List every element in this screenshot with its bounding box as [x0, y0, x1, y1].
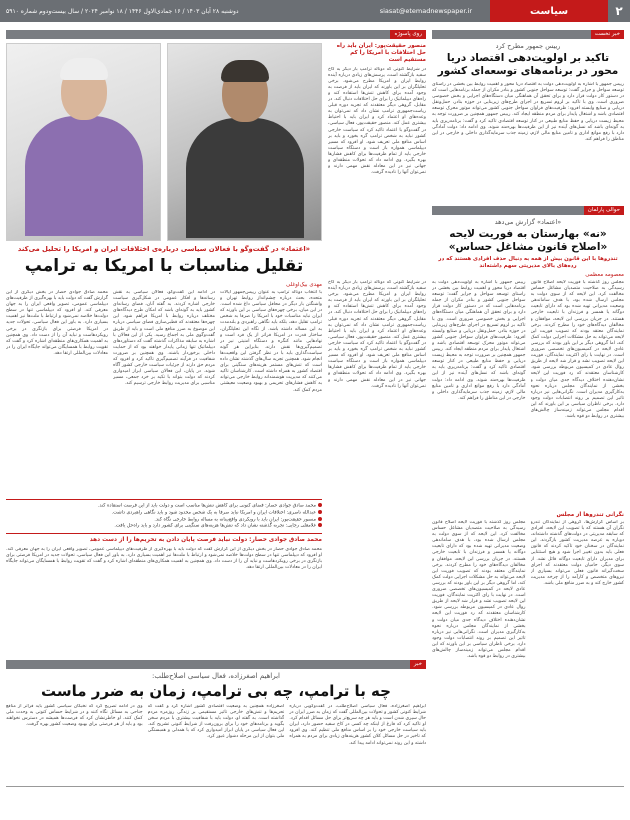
page-number: ۲ [615, 4, 623, 18]
side-article [328, 43, 426, 241]
photo-portrait-right [167, 43, 322, 241]
bullet-dot-icon [318, 510, 322, 514]
side-body: در شرایط کنونی که دونالد ترامپ بار دیگر به کاخ سفید بازگشته است، پرسش‌های زیادی درباره آینده روابط ایران و امریکا مطرح می‌شود. برخی تحلیلگران بر این باورند که ایران باید از فرصت به وجود آمده برای کاهش تنش‌ها استفاده کند و راه‌های دیپلماتیک را برای حل اختلافات دنبال کند. در مقابل، گروهی دیگر معتقدند که تجربه دوره قبلی ریاست‌جمهوری ترامپ نشان داد که نمی‌توان به وعده‌های او اعتماد کرد و ایران باید با احتیاط بیشتری عمل کند. منصور حقیقت‌پور، فعال سیاسی، در گفت‌وگو با اعتماد تاکید کرد که سیاست خارجی کشور نباید به شخص ترامپ گره بخورد و باید بر اساس منافع ملی تعریف شود. او افزود که مسیر دیپلماسی همواره باز است و دستگاه سیاست خارجی باید از تمام ظرفیت‌ها برای کاهش فشارها بهره بگیرد. وی ادامه داد که تحولات منطقه‌ای و جهانی نیز در این معادله نقش مهمی دارند و نمی‌توان آنها را نادیده گرفت. [328, 66, 426, 176]
pre-title: رییس جمهور مطرح کرد [495, 42, 561, 50]
bullet-dot-icon [318, 517, 322, 521]
side-body-continued: در شرایط کنونی که دونالد ترامپ بار دیگر به کاخ سفید بازگشته است، پرسش‌های زیادی درباره آینده روابط ایران و امریکا مطرح می‌شود. برخی تحلیلگران بر این باورند که ایران باید از فرصت به وجود آمده برای کاهش تنش‌ها استفاده کند و راه‌های دیپلماتیک را برای حل اختلافات دنبال کند. در مقابل، گروهی دیگر معتقدند که تجربه دوره قبلی ریاست‌جمهوری ترامپ نشان داد که نمی‌توان به وعده‌های او اعتماد کرد و ایران باید با احتیاط بیشتری عمل کند. منصور حقیقت‌پور، فعال سیاسی، در گفت‌وگو با اعتماد تاکید کرد که سیاست خارجی کشور نباید به شخص ترامپ گره بخورد و باید بر اساس منافع ملی تعریف شود. او افزود که مسیر دیپلماسی همواره باز است و دستگاه سیاست خارجی باید از تمام ظرفیت‌ها برای کاهش فشارها بهره بگیرد. وی ادامه داد که تحولات منطقه‌ای و جهانی نیز در این معادله نقش مهمی دارند و نمی‌توان آنها را نادیده گرفت. [328, 280, 426, 389]
main-body [6, 280, 322, 624]
bullet-item: محمد صادق جوادی حصار: فضای کنونی برای کاهش تنش‌ها مناسب است و دولت باید از این فرصت استفاده کند. [6, 503, 322, 510]
body-col-a: با انتخاب دونالد ترامپ به عنوان رییس‌جمهور ایالات متحده، بحث درباره چشم‌انداز روابط تهران و واشنگتن بار دیگر در محافل سیاسی داغ شده است. در این میان، برخی چهره‌های سیاسی بر این باورند که ایران نباید مناسبات خود با امریکا را صرفا به شخص ترامپ تقلیل دهد، بلکه باید نگاهی راهبردی و بلندمدت به این مساله داشته باشد. از نگاه این تحلیلگران، ساختار قدرت در امریکا فراتر از یک فرد است و نهادهایی مانند کنگره و دستگاه امنیتی نیز در تصمیم‌گیری‌ها نقش دارند. بنابراین هر گونه سیاست‌گذاری باید با در نظر گرفتن این واقعیت‌ها انجام شود. همچنین تجربه سال‌های گذشته نشان داده است که تنش‌های مستمر هزینه‌های سنگینی برای اقتصاد کشور به همراه داشته است. کارشناسان تاکید می‌کنند که مدیریت هوشمندانه روابط خارجی می‌تواند به کاهش فشارهای تحریمی و بهبود وضعیت معیشتی مردم کمک کند. [220, 290, 322, 393]
shirt-shape [25, 116, 143, 236]
main-feature [6, 30, 426, 660]
photo-row [6, 43, 322, 241]
pre-title: «اعتماد» گزارش می‌دهد [494, 218, 562, 226]
main-columns [6, 290, 322, 496]
headline-spacer [322, 245, 426, 276]
body-col-b: در ادامه این گفت‌وگو، فعالان سیاسی به نقش رسانه‌ها و افکار عمومی در شکل‌گیری سیاست خارجی اشاره کردند. به گفته آنان، فضای رسانه‌ای کشور باید به گونه‌ای باشد که امکان طرح دیدگاه‌های مختلف درباره روابط با امریکا فراهم شود. این چهره‌ها معتقدند که قطبی‌سازی فضای سیاسی درباره این موضوع به ضرر منافع ملی است و باید از طریق گفت‌وگوی ملی به اجماع رسید. یکی از این فعالان با اشاره به سابقه مذاکرات گذشته گفت که دستاوردهای دیپلماتیک تنها زمانی پایدار خواهند بود که از حمایت داخلی برخوردار باشند. وی همچنین بر ضرورت شفافیت در فرآیند تصمیم‌گیری تاکید کرد و افزود که مردم حق دارند از جزئیات سیاست خارجی کشور آگاه شوند. در پایان، این فعالان سیاسی ابراز امیدواری کردند که دولت بتواند با تکیه بر خرد جمعی، مسیر مناسبی برای مدیریت روابط خارجی ترسیم کند. [113, 290, 215, 387]
bottom-headline: چه با ترامپ، چه بی ترامپ، زمان به ضرر ماست [41, 682, 391, 700]
header-row [6, 43, 426, 241]
kicker-label: خبر نخست [591, 30, 624, 39]
body-continued: محمد صادق جوادی حصار در بخش دیگری از این گزارش گفت که دولت باید با بهره‌گیری از ظرفیت‌های دیپلماسی عمومی، تصویر واقعی ایران را به جهان معرفی کند. او افزود که دیپلماسی تنها در سطح دولت‌ها خلاصه نمی‌شود و ارتباط با ملت‌ها نیز اهمیت بسیاری دارد. به باور این فعال سیاسی، تحولات جدید در امریکا فرصتی برای بازنگری در برخی رویکردهاست و نباید آن را از دست داد. وی همچنین به اهمیت همکاری‌های منطقه‌ای اشاره کرد و گفت که تقویت روابط با همسایگان می‌تواند جایگاه ایران را در معادلات بین‌المللی ارتقا دهد. [6, 546, 322, 570]
pre-title: ابراهیم اصغرزاده، فعال سیاسی اصلاح‌طلب: [151, 672, 281, 680]
bullet-item: غلامعلی رجایی: تجربه گذشته نشان داد که تنش‌ها هزینه‌های سنگینی برای کشور دارد و باید راه‌حل یافت. [6, 523, 322, 530]
bullet-dot-icon [318, 523, 322, 527]
bullet-item: منصور حقیقت‌پور: ایران باید با رویکردی واقع‌بینانه به مساله روابط خارجی نگاه کند. [6, 517, 322, 524]
bottom-body-a: ابراهیم اصغرزاده، فعال سیاسی اصلاح‌طلب، در گفت‌وگویی درباره شرایط کنونی کشور و تحولات بین‌المللی گفت که زمان به ضرر ایران در حال سپری شدن است و باید هر چه سریع‌تر برای حل مسائل اقدام کرد. او تاکید کرد که فارغ از اینکه چه کسی در کاخ سفید حضور دارد، ایران باید سیاست خارجی خود را بر اساس منافع ملی تنظیم کند. وی افزود که تاخیر در حل مسائل کلان کشور هزینه‌های زیادی برای مردم به همراه داشته و این روند نمی‌تواند ادامه پیدا کند. [289, 704, 426, 746]
kicker-bar-bottom [6, 660, 426, 669]
bottom-body-b: اصغرزاده همچنین به وضعیت اقتصادی کشور اشاره کرد و گفت که تحریم‌ها و تنش‌های خارجی تاثیر مستقیمی بر زندگی روزمره مردم گذاشته است. به گفته او، دولت باید با شفافیت بیشتری با مردم سخن بگوید و برنامه‌های خود را برای برون‌رفت از شرایط کنونی تشریح کند. این فعال سیاسی در پایان ابراز امیدواری کرد که با همدلی و همبستگی ملی بتوان از این مرحله دشوار عبور کرد. [147, 704, 285, 740]
section-label: سیاست [490, 0, 608, 22]
kicker-label: خبر [410, 660, 426, 669]
portrait-figure [180, 64, 310, 238]
kicker-label: حوالی پارلمان [584, 206, 624, 215]
bullet-dot-icon [318, 503, 322, 507]
kicker-bar-mid [432, 206, 624, 215]
right-column [432, 30, 624, 782]
shirt-shape [186, 118, 304, 238]
body-row [6, 280, 426, 624]
headline-row [6, 245, 426, 276]
author-byline: معصومه معظمی [585, 272, 624, 278]
hair-shape [221, 60, 269, 82]
footer-rule [6, 786, 624, 787]
issue-meta: دوشنبه ۲۸ آبان ۱۴۰۳ / ۱۶ جمادی‌الاول ۱۴۴۶ / ۱۸ نوامبر ۲۰۲۴ / سال بیست‌ودوم شماره ۵۹۱۰ [6, 7, 239, 15]
kicker-bar-top [432, 30, 624, 39]
article-body: مجلس روز گذشته با فوریت لایحه اصلاح قانون رسیدگی به صلاحیت متصدیان مشاغل حساس مخالفت کرد. این لایحه که از سوی دولت به مجلس ارسال شده بود، با هدف ساماندهی وضعیت مدیرانی تهیه شده بود که دارای تابعیت دوگانه یا همسر و فرزندان با تابعیت خارجی هستند. در جریان بررسی این لایحه، موافقان و مخالفان دیدگاه‌های خود را مطرح کردند. برخی نمایندگان معتقد بودند که تصویب فوریت این لایحه می‌تواند به حل مشکلات اجرایی دولت کمک کند، اما گروهی دیگر بر این باور بودند که بررسی عادی لایحه در کمیسیون‌های تخصصی ضروری است. در نهایت با رای اکثریت نمایندگان، فوریت این لایحه تصویب نشد و قرار شد لایحه از طریق روال عادی در کمیسیون مربوطه بررسی شود. کارشناسان معتقدند که رد فوریت این لایحه نشان‌دهنده اختلاف دیدگاه جدی میان دولت و بخشی از نمایندگان مجلس درباره نحوه به‌کارگیری مدیران است. نگرانی‌هایی نیز درباره تاثیر این تصمیم بر روند انتصابات دولت وجود دارد. برخی ناظران سیاسی بر این باورند که این اقدام مجلس می‌تواند زمینه‌ساز چالش‌های بیشتری در روابط دو قوه باشد. [530, 280, 624, 420]
section-email[interactable]: siasat@etemadnewspaper.ir [379, 7, 472, 15]
article-columns [432, 520, 624, 760]
headline-block [6, 245, 322, 276]
pre-title: «اعتماد» در گفت‌وگو با فعالان سیاسی درباره‌ی اختلافات ایران و امریکا را تحلیل می‌کند [17, 245, 311, 253]
masthead [0, 0, 630, 22]
bullet-item: عبدالله ناصری: اختلافات ایران و امریکا نباید صرفا به یک شخص محدود شود و باید نگاهی راهبردی داشت. [6, 510, 322, 517]
article-body: بر اساس گزارش‌ها، گروهی از نمایندگان تندرو نگران آن هستند که با تصویب این لایحه، افرادی که سابقه مدیریتی در دولت‌های گذشته داشته‌اند، دوباره به عرصه مدیریت کشور بازگردند. این نمایندگان در سخنان خود تاکید کردند که قانون فعلی باید بدون تغییر اجرا شود و هیچ استثنایی برای مدیران دارای تابعیت دوگانه قائل نشد. از سوی دیگر، حامیان دولت معتقدند که اجرای سخت‌گیرانه قانون فعلی می‌تواند بسیاری از نیروهای متخصص و کارآمد را از چرخه مدیریت کشور خارج کند و به ضرر منافع ملی باشد. [530, 520, 624, 586]
hair-shape [60, 58, 108, 80]
author-byline: مهدی بیک‌اوغلی [286, 282, 322, 288]
bottom-columns [6, 704, 426, 774]
article-body-continued: مجلس روز گذشته با فوریت لایحه اصلاح قانون رسیدگی به صلاحیت متصدیان مشاغل حساس مخالفت کرد. این لایحه که از سوی دولت به مجلس ارسال شده بود، با هدف ساماندهی وضعیت مدیرانی تهیه شده بود که دارای تابعیت دوگانه یا همسر و فرزندان با تابعیت خارجی هستند. در جریان بررسی این لایحه، موافقان و مخالفان دیدگاه‌های خود را مطرح کردند. برخی نمایندگان معتقد بودند که تصویب فوریت این لایحه می‌تواند به حل مشکلات اجرایی دولت کمک کند، اما گروهی دیگر بر این باور بودند که بررسی عادی لایحه در کمیسیون‌های تخصصی ضروری است. در نهایت با رای اکثریت نمایندگان، فوریت این لایحه تصویب نشد و قرار شد لایحه از طریق روال عادی در کمیسیون مربوطه بررسی شود. کارشناسان معتقدند که رد فوریت این لایحه نشان‌دهنده اختلاف دیدگاه جدی میان دولت و بخشی از نمایندگان مجلس درباره نحوه به‌کارگیری مدیران است. نگرانی‌هایی نیز درباره تاثیر این تصمیم بر روند انتصابات دولت وجود دارد. برخی ناظران سیاسی بر این باورند که این اقدام مجلس می‌تواند زمینه‌ساز چالش‌های بیشتری در روابط دو قوه باشد. [432, 520, 526, 660]
portrait-figure [19, 62, 149, 236]
article-subhead: نگرانی تندروها از مجلس [556, 512, 624, 518]
article-title: «نه» بهارستان به فوریت لایحه «اصلاح قانون مشاغل حساس» [448, 228, 608, 253]
quote-heading: محمد صادق جوادی حصار: دولت نباید فرصت پایان دادن به تحریم‌ها را از دست دهد [89, 537, 322, 544]
kicker-label: روی پاسوژه [390, 30, 426, 39]
kicker-bar-main [6, 30, 426, 39]
article-subhead: تندروها با این قانون بیش از همه به دنبال حذف افرادی هستند که در رده‌های بالای مدیریتی سهم داشته‌اند [438, 256, 618, 269]
article-title: تاکید بر اولویت‌دهی اقتصاد دریا محور در برنامه‌های توسعه‌ای کشور [437, 52, 619, 77]
quote-box [6, 499, 322, 534]
article-body-continued: رییس جمهور با اشاره به اولویت‌دهی دولت به اقتصاد دریا محور و اهمیت روابط بین بخشی در راستای توسعه سواحل و جزایر گفت: توسعه سواحل جنوبی کشور و بنادر مکران از جمله برنامه‌هایی است که در دستور کار دولت قرار دارد و برای تحقق آن هماهنگی میان دستگاه‌های اجرایی و بخش خصوصی ضروری است. وی با تاکید بر لزوم تسریع در اجرای طرح‌های زیربنایی در حوزه بنادر، حمل‌ونقل دریایی و صنایع وابسته افزود: ظرفیت‌های فراوان سواحل جنوبی کشور می‌تواند موتور محرک توسعه اقتصادی باشد و اشتغال پایدار برای مردم منطقه ایجاد کند. رییس جمهور همچنین بر ضرورت توجه به محیط زیست دریایی و حفظ منابع طبیعی در کنار توسعه اقتصادی تاکید کرد و گفت: برنامه‌ریزی باید به گونه‌ای باشد که نسل‌های آینده نیز از این ظرفیت‌ها بهره‌مند شوند. وی ادامه داد: دولت آمادگی دارد با رفع موانع اداری و تامین منابع مالی لازم، زمینه جذب سرمایه‌گذاری داخلی و خارجی در این مناطق را فراهم کند. [432, 280, 526, 401]
article-body: رییس جمهور با اشاره به اولویت‌دهی دولت به اقتصاد دریا محور و اهمیت روابط بین بخشی در راستای توسعه سواحل و جزایر گفت: توسعه سواحل جنوبی کشور و بنادر مکران از جمله برنامه‌هایی است که در دستور کار دولت قرار دارد و برای تحقق آن هماهنگی میان دستگاه‌های اجرایی و بخش خصوصی ضروری است. وی با تاکید بر لزوم تسریع در اجرای طرح‌های زیربنایی در حوزه بنادر، حمل‌ونقل دریایی و صنایع وابسته افزود: ظرفیت‌های فراوان سواحل جنوبی کشور می‌تواند موتور محرک توسعه اقتصادی باشد و اشتغال پایدار برای مردم منطقه ایجاد کند. رییس جمهور همچنین بر ضرورت توجه به محیط زیست دریایی و حفظ منابع طبیعی در کنار توسعه اقتصادی تاکید کرد و گفت: برنامه‌ریزی باید به گونه‌ای باشد که نسل‌های آینده نیز از این ظرفیت‌ها بهره‌مند شوند. وی ادامه داد: دولت آمادگی دارد با رفع موانع اداری و تامین منابع مالی لازم، زمینه جذب سرمایه‌گذاری داخلی و خارجی در این مناطق را فراهم کند. [432, 82, 624, 142]
side-heading: منصور حقیقت‌پور: ایران باید راه حل اختلافات با امریکا را کم مستقیم است [336, 43, 426, 64]
bottom-article [6, 660, 426, 782]
bottom-body-c: وی در ادامه تصریح کرد که نخبگان سیاسی کشور باید فراتر از منافع جناحی به مسائل نگاه کنند و در شرایط حساس کنونی به وحدت ملی کمک کنند. او خاطرنشان کرد که فرصت‌ها همیشه در دسترس نخواهند بود و باید از هر فرصتی برای بهبود وضعیت کشور بهره گرفت. [6, 704, 143, 728]
photo-portrait-left [6, 43, 161, 241]
body-col-c: محمد صادق جوادی حصار در بخش دیگری از این گزارش گفت که دولت باید با بهره‌گیری از ظرفیت‌های دیپلماسی عمومی، تصویر واقعی ایران را به جهان معرفی کند. او افزود که دیپلماسی تنها در سطح دولت‌ها خلاصه نمی‌شود و ارتباط با ملت‌ها نیز اهمیت بسیاری دارد. به باور این فعال سیاسی، تحولات جدید در امریکا فرصتی برای بازنگری در برخی رویکردهاست و نباید آن را از دست داد. وی همچنین به اهمیت همکاری‌های منطقه‌ای اشاره کرد و گفت که تقویت روابط با همسایگان می‌تواند جایگاه ایران را در معادلات بین‌المللی ارتقا دهد. [6, 290, 108, 356]
article-columns [432, 280, 624, 508]
main-headline: تقلیل مناسبات با امریکا به ترامپ [24, 256, 304, 276]
